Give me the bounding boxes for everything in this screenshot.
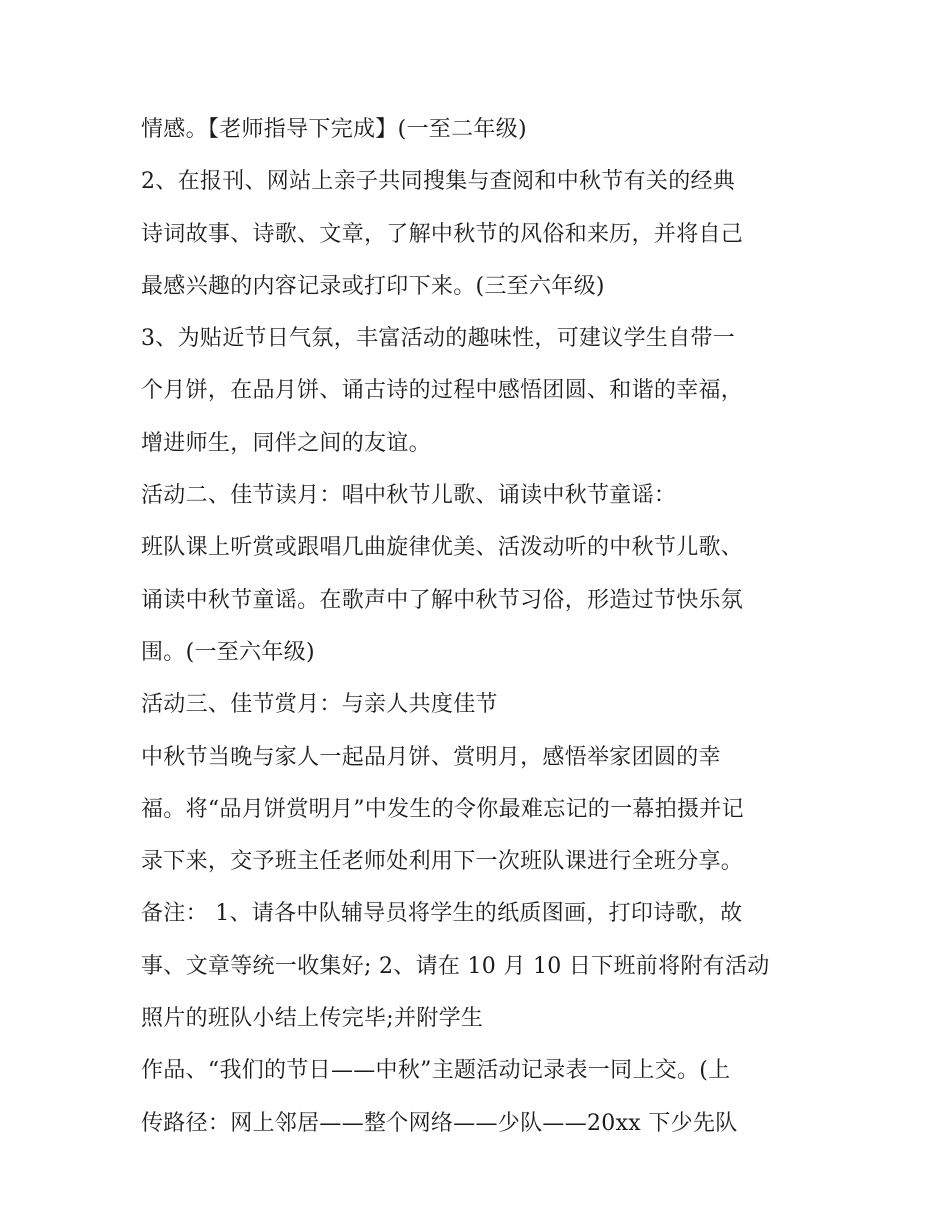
text-line: 最感兴趣的内容记录或打印下来。(三至六年级) bbox=[141, 273, 605, 299]
text-line: 事、文章等统一收集好; 2、请在 10 月 10 日下班前将附有活动 bbox=[141, 953, 770, 979]
text-line: 班队课上听赏或跟唱几曲旋律优美、活泼动听的中秋节儿歌、 bbox=[141, 535, 744, 561]
text-line: 传路径：网上邻居——整个网络——少队——20xx 下少先队 bbox=[141, 1110, 738, 1136]
text-line: 诗词故事、诗歌、文章，了解中秋节的风俗和来历，并将自己 bbox=[141, 221, 744, 247]
text-line: 围。(一至六年级) bbox=[141, 639, 315, 665]
text-line: 3、为贴近节日气氛，丰富活动的趣味性，可建议学生自带一 bbox=[141, 326, 736, 352]
text-line: 照片的班队小结上传完毕;并附学生 bbox=[141, 1006, 484, 1032]
text-line: 增进师生，同伴之间的友谊。 bbox=[141, 430, 431, 456]
text-line: 作品、“我们的节日——中秋”主题活动记录表一同上交。(上 bbox=[141, 1058, 731, 1084]
section-heading-activity-2: 活动二、佳节读月：唱中秋节儿歌、诵读中秋节童谣： bbox=[141, 483, 677, 509]
text-line: 2、在报刊、网站上亲子共同搜集与查阅和中秋节有关的经典 bbox=[141, 169, 736, 195]
text-line: 情感。【老师指导下完成】(一至二年级) bbox=[141, 117, 527, 142]
text-line: 福。将“品月饼赏明月”中发生的令你最难忘记的一幕拍摄并记 bbox=[141, 796, 744, 822]
section-heading-activity-3: 活动三、佳节赏月：与亲人共度佳节 bbox=[141, 692, 498, 718]
text-line: 诵读中秋节童谣。在歌声中了解中秋节习俗，形造过节快乐氛 bbox=[141, 587, 744, 613]
document-body bbox=[141, 108, 821, 1154]
text-line: 录下来，交予班主任老师处利用下一次班队课进行全班分享。 bbox=[141, 849, 744, 875]
text-line: 中秋节当晚与家人一起品月饼、赏明月，感悟举家团圆的幸 bbox=[141, 744, 721, 770]
text-line: 个月饼，在品月饼、诵古诗的过程中感悟团圆、和谐的幸福， bbox=[141, 378, 744, 404]
notes-line: 备注： 1、请各中队辅导员将学生的纸质图画，打印诗歌，故 bbox=[141, 901, 743, 927]
